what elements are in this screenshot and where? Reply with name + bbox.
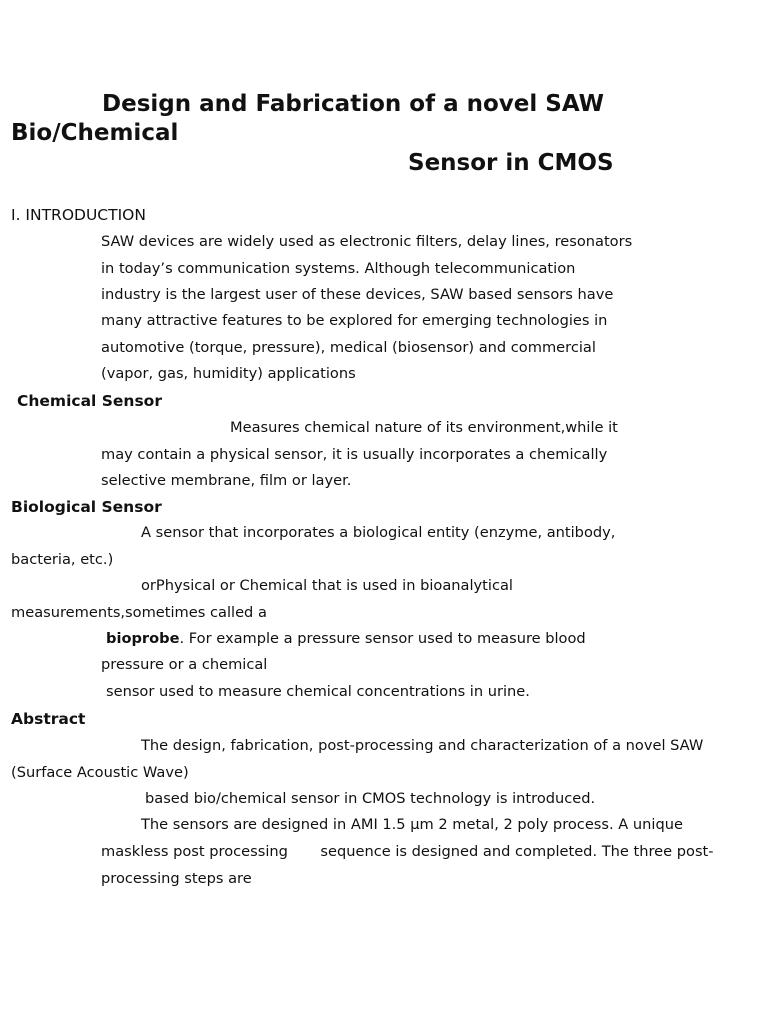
bioprobe-term: bioprobe [106,630,180,647]
biological-line: A sensor that incorporates a biological entity (enzyme, antibody, [141,524,616,541]
biological-sensor-heading: Biological Sensor [11,498,162,516]
title-line-2: Bio/Chemical [11,120,179,146]
title-line-1: Design and Fabrication of a novel SAW [102,91,604,117]
bioprobe-rest: . For example a pressure sensor used to measure blood [179,630,586,647]
biological-line: measurements,sometimes called a [11,604,267,621]
biological-line: pressure or a chemical [101,656,268,673]
bioprobe-line [106,630,586,648]
abstract-line: based bio/chemical sensor in CMOS technology is introduced. [145,790,596,807]
abstract-line: (Surface Acoustic Wave) [11,764,189,781]
abstract-line: The sensors are designed in AMI 1.5 µm 2 metal, 2 poly process. A unique [141,816,683,833]
intro-line: automotive (torque, pressure), medical (biosensor) and commercial [101,339,596,356]
intro-line: in today’s communication systems. Although telecommunication [101,260,576,277]
biological-line: sensor used to measure chemical concentrations in urine. [106,683,530,700]
abstract-line: maskless post processing sequence is designed and completed. The three post- [101,843,714,860]
intro-line: many attractive features to be explored for emerging technologies in [101,312,608,329]
intro-line: (vapor, gas, humidity) applications [101,365,356,382]
introduction-heading: I. INTRODUCTION [11,206,146,224]
abstract-line: The design, fabrication, post-processing and characterization of a novel SAW [141,737,704,754]
intro-line: industry is the largest user of these devices, SAW based sensors have [101,286,614,303]
chemical-line: Measures chemical nature of its environment,while it [230,419,618,436]
abstract-line: processing steps are [101,870,252,887]
chemical-sensor-heading: Chemical Sensor [17,392,162,410]
chemical-line: may contain a physical sensor, it is usually incorporates a chemically [101,446,608,463]
biological-line: bacteria, etc.) [11,551,114,568]
title-line-3: Sensor in CMOS [408,150,614,176]
intro-line: SAW devices are widely used as electronic filters, delay lines, resonators [101,233,633,250]
chemical-line: selective membrane, film or layer. [101,472,352,489]
abstract-heading: Abstract [11,710,86,728]
biological-line: orPhysical or Chemical that is used in bioanalytical [141,577,513,594]
